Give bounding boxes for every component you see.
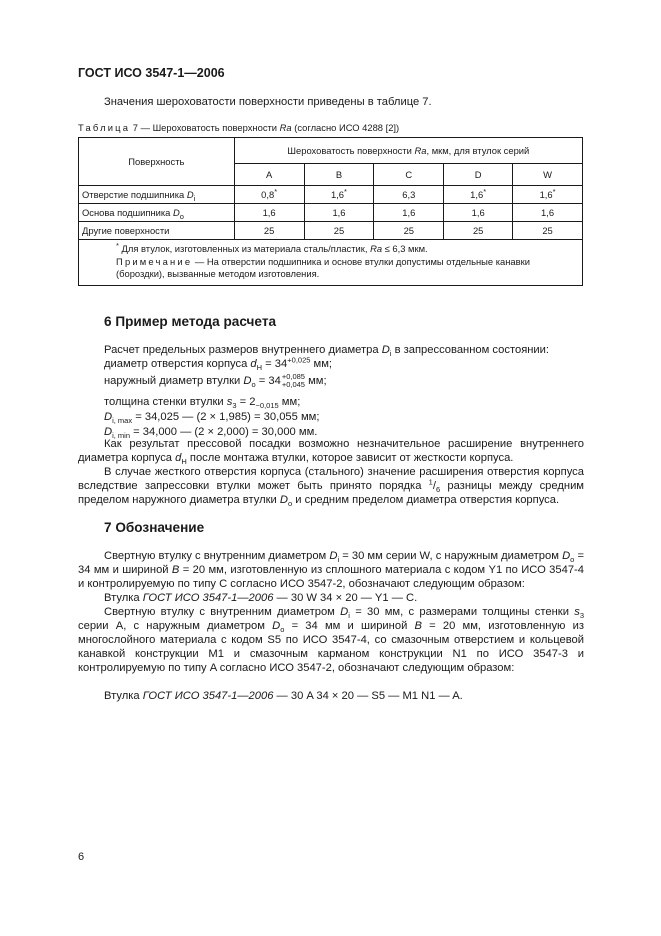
series-c: C: [374, 163, 444, 185]
cell: 1,6: [374, 204, 444, 222]
example-1: Втулка ГОСТ ИСО 3547-1—2006 — 30 W 34 × 20 — Y1 — C.: [104, 592, 418, 604]
cell: 1,6: [444, 204, 513, 222]
table-row: [79, 222, 583, 240]
section-7-paragraph-2: Свертную втулку с внутренним диаметром $D_i = 30$ мм, с размерами толщины стенки $s_3$ серии А, с наружным диаметром $D_o = 34$ мм и шириной B = 20 мм, изготовленную из многослойного материала с кодом S5 по ИСО 3547-4, со смазочным отверстием и кольцевой канавкой конструкции M1 и смазочным карманом конструкции N1 по ИСО 3547-3 и контролируемую по типу A согласно ИСО 3547-2, обозначают следующим образом:: [78, 606, 585, 674]
section-6-paragraph-3: В случае жесткого отверстия корпуса (стального) значение расширения отверстия корпуса вследствие запрессовки втулки может быть принято порядка $^1/_6$ разницы между средним пределом наружного диаметра втулки $D_o$ и средним пределом диаметра отверстия корпуса.: [78, 466, 585, 509]
cell: 0,8*: [234, 186, 304, 204]
caption-prefix: Таблица: [78, 122, 131, 133]
footnote: * Для втулок, изготовленных из материала сталь/пластик, Ra ≤ 6,3 мкм.: [116, 240, 428, 254]
calc-line-1: Расчет предельных размеров внутреннего диаметра $D_i$ в запрессованном состоянии:: [104, 344, 550, 359]
table-notes: [79, 240, 583, 286]
row-label: Отверстие подшипника $D_i$: [79, 186, 235, 204]
cell: 25: [304, 222, 374, 240]
series-a: A: [234, 163, 304, 185]
calc-line-5: $D_{i, max} = 34,025$ — (2 × 1,985) = 30,055 мм;: [104, 411, 320, 426]
section-6-title: 6 Пример метода расчета: [104, 314, 277, 329]
cell: 25: [374, 222, 444, 240]
series-b: B: [304, 163, 374, 185]
roughness-table: [78, 137, 583, 286]
cell: 1,6: [304, 204, 374, 222]
header-group: Шероховатость поверхности Ra, мкм, для втулок серий: [234, 138, 582, 164]
calc-line-3: наружный диаметр втулки $D_o = 34+0,085$ +0,045 мм;: [104, 372, 327, 390]
table-note: Примечание — На отверстии подшипника и основе втулки допустимы отдельные канавки (бороздки), вызванные методом изготовления.: [116, 255, 530, 279]
page-number: 6: [78, 851, 85, 863]
cell: 25: [234, 222, 304, 240]
row-label: Основа подшипника $D_o$: [79, 204, 235, 222]
row-label: Другие поверхности: [79, 222, 235, 240]
intro-text: Значения шероховатости поверхности приведены в таблице 7.: [104, 96, 432, 108]
section-7-title: 7 Обозначение: [104, 520, 205, 535]
cell: 1,6: [513, 204, 583, 222]
calc-line-2: диаметр отверстия корпуса $d_H = 34^{+0,025}$ мм;: [104, 355, 333, 373]
section-6-paragraph-2: Как результат прессовой посадки возможно незначительное расширение внутреннего диаметра корпуса $d_H$ после монтажа втулки, которое зависит от жесткости корпуса.: [78, 438, 584, 467]
calc-line-4: толщина стенки втулки $s_3 = 2_{-0,015}$ мм;: [104, 396, 301, 411]
cell: 25: [444, 222, 513, 240]
cell: 1,6: [234, 204, 304, 222]
cell: 1,6*: [513, 186, 583, 204]
section-7-paragraph-1: Свертную втулку с внутренним диаметром $D_i = 30$ мм серии W, с наружным диаметром $D_o = 34$ мм и шириной B = 20 мм, изготовленную из сплошного материала с кодом Y1 по ИСО 3547-4 и контролируемую по типу C согласно ИСО 3547-2, обозначают следующим образом:: [78, 550, 584, 590]
calc-line-6: $D_{i, min} = 34,000$ — (2 × 2,000) = 30,000 мм.: [104, 426, 318, 441]
document-header: ГОСТ ИСО 3547-1—2006: [78, 66, 225, 80]
cell: 1,6*: [304, 186, 374, 204]
cell: 25: [513, 222, 583, 240]
cell: 1,6*: [444, 186, 513, 204]
example-2: Втулка ГОСТ ИСО 3547-1—2006 — 30 A 34 × 20 — S5 — M1 N1 — A.: [104, 690, 463, 702]
table-row: [79, 204, 583, 222]
series-w: W: [513, 163, 583, 185]
table-caption: Таблица 7 — Шероховатость поверхности Ra (согласно ИСО 4288 [2]): [78, 122, 400, 133]
series-d: D: [444, 163, 513, 185]
table-row: [79, 186, 583, 204]
cell: 6,3: [374, 186, 444, 204]
section-6-lines: [104, 343, 584, 439]
header-surface: Поверхность: [79, 138, 235, 186]
